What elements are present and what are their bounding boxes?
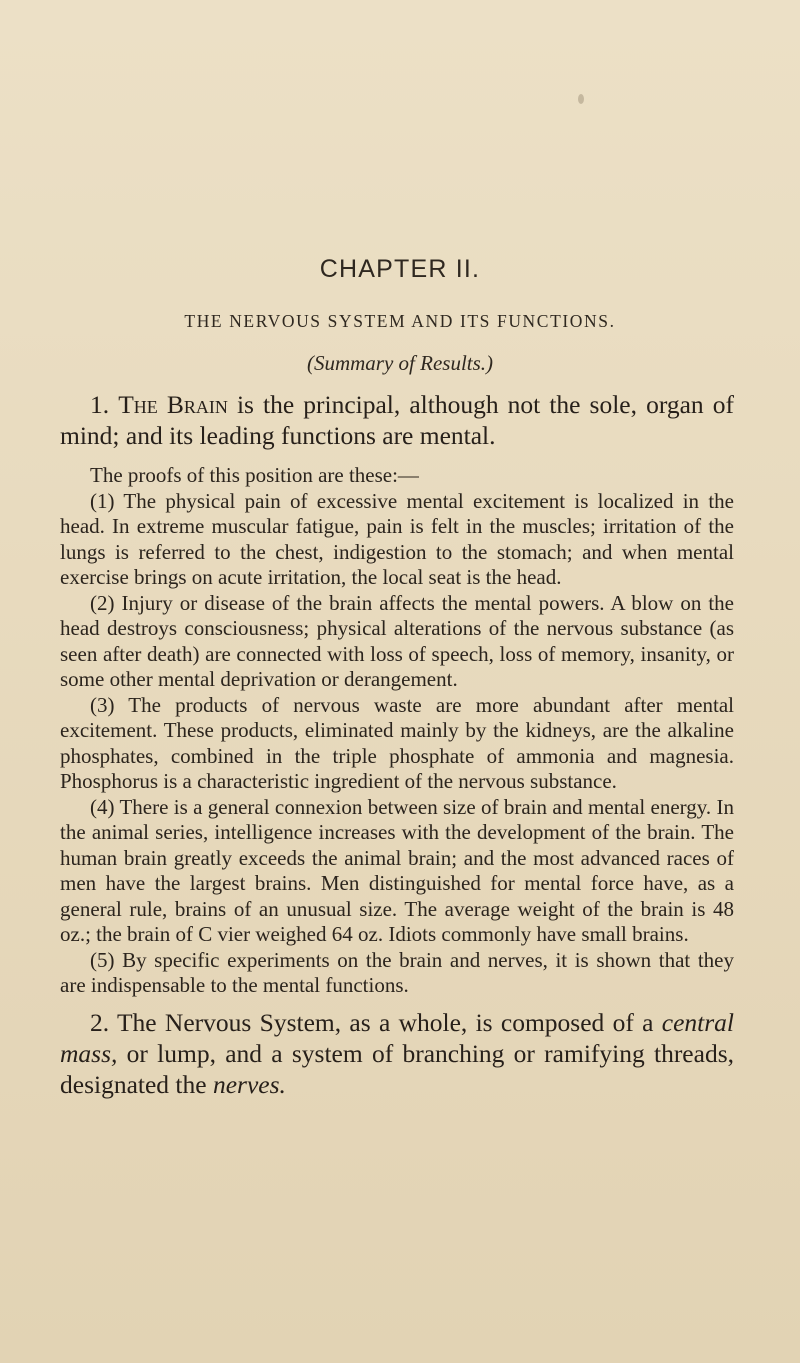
paragraph-2-part2: or lump, and a system of branching or ramifying threads, designated the: [60, 1038, 734, 1099]
paragraph-2-number: 2.: [90, 1007, 110, 1037]
section-subtitle: (Summary of Results.): [306, 351, 494, 375]
proof-1: (1) The physical pain of excessive mental excitement is localized in the head. In extreme muscular fatigue, pain is felt in the muscles; irritation of the lungs is referred to the chest, indigestion to the stomach; and when mental exercise brings on acute irritation, the local seat is the head.: [60, 488, 734, 589]
body-text: [60, 389, 734, 1100]
paragraph-1-number: 1.: [90, 390, 110, 419]
proof-2: (2) Injury or disease of the brain affects the mental powers. A blow on the head destroys consciousness; physical alterations of the nervous substance (as seen after death) are connected with loss of speech, loss of memory, insanity, or some other mental deprivation or derangement.: [60, 590, 734, 691]
proof-5: (5) By specific experiments on the brain and nerves, it is shown that they are indispensable to the mental functions.: [60, 947, 734, 997]
proofs-intro: The proofs of this position are these:—: [90, 463, 419, 487]
paragraph-2-nerves: nerves.: [212, 1069, 286, 1099]
paragraph-2-central-mass: central mass,: [60, 1007, 735, 1068]
section-title: THE NERVOUS SYSTEM AND ITS FUNCTIONS.: [184, 311, 616, 331]
paragraph-1: [60, 389, 734, 451]
paragraph-2: [60, 1007, 734, 1100]
proof-3: (3) The products of nervous waste are more abundant after mental excitement. These products, eliminated mainly by the kidneys, are the alkaline phosphates, combined in the triple phosphate of ammonia and magnesia. Phosphorus is a characteristic ingredient of the nervous substance.: [60, 692, 734, 793]
proof-4: (4) There is a general connexion between size of brain and mental energy. In the animal series, intelligence increases with the development of the brain. The human brain greatly exceeds the animal brain; and the most advanced races of men have the largest brains. Men distinguished for mental force have, as a general rule, brains of an unusual size. The average weight of the brain is 48 oz.; the brain of C vier weighed 64 oz. Idiots commonly have small brains.: [60, 794, 734, 946]
chapter-title: CHAPTER II.: [319, 255, 481, 283]
paragraph-1-text: is the principal, although not the sole, organ of mind; and its leading functions are mental.: [60, 390, 734, 450]
paragraph-1-head: The Brain: [118, 390, 228, 419]
paragraph-2-part1: The Nervous System, as a whole, is composed of a: [116, 1007, 654, 1037]
paper-speck: [578, 94, 584, 104]
